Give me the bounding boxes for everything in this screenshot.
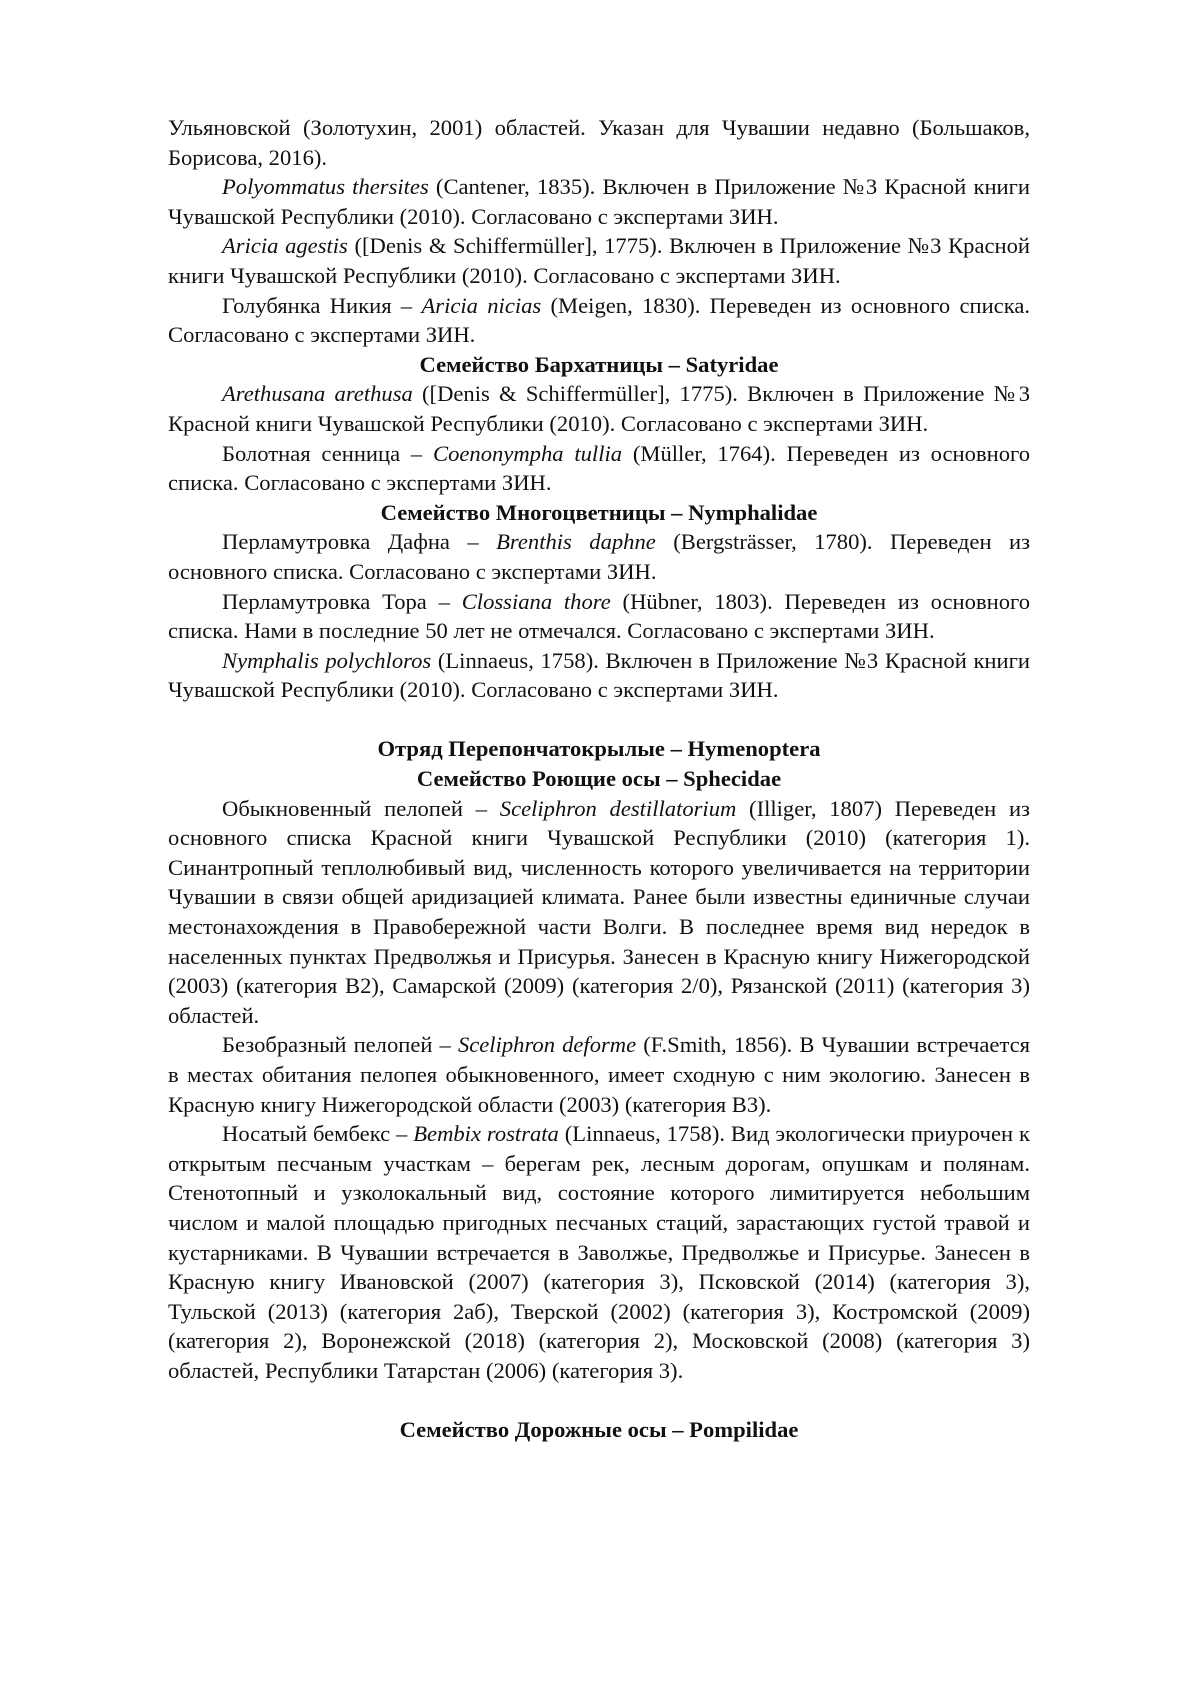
document-page [168, 113, 1030, 1445]
species-name: Aricia nicias [421, 292, 542, 318]
paragraph [168, 1119, 1030, 1385]
paragraph-text: Безобразный пелопей – [222, 1032, 458, 1058]
section-heading: Семейство Бархатницы – Satyridae [419, 351, 779, 377]
section-heading: Отряд Перепончатокрылые – Hymenoptera [377, 736, 821, 762]
paragraph [168, 379, 1030, 438]
species-name: Nymphalis polychloros [222, 647, 432, 673]
paragraph-text: (F.Smith, 1856). В Чувашии встречается в местах обитания пелопея обыкновенного, имеет сходную с ним экологию. Занесен в Красную книгу Нижегородской области (2003) (категория В3). [168, 1032, 1031, 1117]
section-gap [168, 1386, 1030, 1416]
paragraph-text: ([Denis & Schiffermüller], 1775). Включен в Приложение №3 Красной книги Чувашской Республики (2010). Согласовано с экспертами ЗИН. [168, 233, 1030, 288]
paragraph-text: (Linnaeus, 1758). Вид экологически приурочен к открытым песчаным участкам – берегам рек, лесным дорогам, опушкам и полянам. Стенотопный и узколокальный вид, состояние которого лимитируется небольшим числом и малой площадью пригодных песчаных стаций, зарастающих густой травой и кустарниками. В Чувашии встречается в Заволжье, Предволжье и Присурье. Занесен в Красную книгу Ивановской (2007) (категория 3), Псковской (2014) (категория 3), Тульской (2013) (категория 2аб), Тверской (2002) (категория 3), Костромской (2009) (категория 2), Воронежской (2018) (категория 2), Московской (2008) (категория 3) областей, Республики Татарстан (2006) (категория 3). [168, 1121, 1030, 1383]
paragraph [168, 646, 1030, 705]
paragraph-text: (Meigen, 1830). Переведен из основного списка. Согласовано с экспертами ЗИН. [168, 292, 1031, 348]
section-gap [168, 705, 1030, 735]
species-name: Polyommatus thersites [222, 174, 429, 200]
paragraph-text: (Illiger, 1807) Переведен из основного списка Красной книги Чувашской Республики (2010) (категория 1). Синантропный теплолюбивый вид, численность которого увеличивается на территории Чувашии в связи общей аридизацией климата. Ранее были известны единичные случаи местонахождения в Правобережной части Волги. В последнее время вид нередок в населенных пунктах Предволжья и Присурья. Занесен в Красную книгу Нижегородской (2003) (категория В2), Самарской (2009) (категория 2/0), Рязанской (2011) (категория 3) областей. [168, 795, 1030, 1028]
paragraph [168, 291, 1030, 350]
paragraph [168, 587, 1030, 646]
paragraph-text: Перламутровка Дафна – [222, 529, 497, 555]
species-name: Sceliphron deforme [457, 1032, 637, 1058]
species-name: Arethusana arethusa [222, 381, 413, 407]
paragraph-text: ([Denis & Schiffermüller], 1775). Включен в Приложение №3 Красной книги Чувашской Республики (2010). Согласовано с экспертами ЗИН. [168, 381, 1031, 436]
paragraph-text: (Hübner, 1803). Переведен из основного списка. Нами в последние 50 лет не отмечался. Согласовано с экспертами ЗИН. [168, 588, 1030, 644]
paragraph [168, 794, 1030, 1031]
paragraph [168, 1030, 1030, 1119]
paragraph [168, 172, 1030, 231]
paragraph [168, 439, 1030, 498]
species-name: Aricia agestis [222, 233, 348, 259]
paragraph [168, 113, 1030, 172]
section-heading: Семейство Дорожные осы – Pompilidae [399, 1417, 799, 1443]
section-heading: Семейство Многоцветницы – Nymphalidae [380, 499, 818, 525]
paragraph-text: Перламутровка Тора – [222, 588, 462, 614]
species-name: Coenonympha tullia [433, 440, 623, 466]
paragraph-text: Голубянка Никия – [222, 292, 422, 318]
section-heading: Семейство Роющие осы – Sphecidae [416, 766, 782, 792]
species-name: Clossiana thore [461, 588, 611, 614]
paragraph-text: (Bergsträsser, 1780). Переведен из основного списка. Согласовано с экспертами ЗИН. [168, 529, 1030, 584]
paragraph-text: (Cantener, 1835). Включен в Приложение №3 Красной книги Чувашской Республики (2010). Согласовано с экспертами ЗИН. [168, 174, 1030, 229]
paragraph-text: (Müller, 1764). Переведен из основного списка. Согласовано с экспертами ЗИН. [168, 440, 1031, 496]
paragraph-text: Обыкновенный пелопей – [222, 795, 500, 821]
paragraph-text: (Linnaeus, 1758). Включен в Приложение №3 Красной книги Чувашской Республики (2010). Согласовано с экспертами ЗИН. [168, 647, 1030, 703]
paragraph [168, 231, 1030, 290]
paragraph [168, 527, 1030, 586]
species-name: Brenthis daphne [496, 529, 656, 555]
paragraph-text: Ульяновской (Золотухин, 2001) областей. Указан для Чувашии недавно (Большаков, Борисова, 2016). [168, 115, 1030, 170]
paragraph-text: Болотная сенница – [222, 440, 434, 466]
species-name: Sceliphron destillatorium [499, 795, 737, 821]
paragraph-text: Носатый бембекс – [222, 1121, 414, 1147]
species-name: Bembix rostrata [413, 1121, 559, 1147]
